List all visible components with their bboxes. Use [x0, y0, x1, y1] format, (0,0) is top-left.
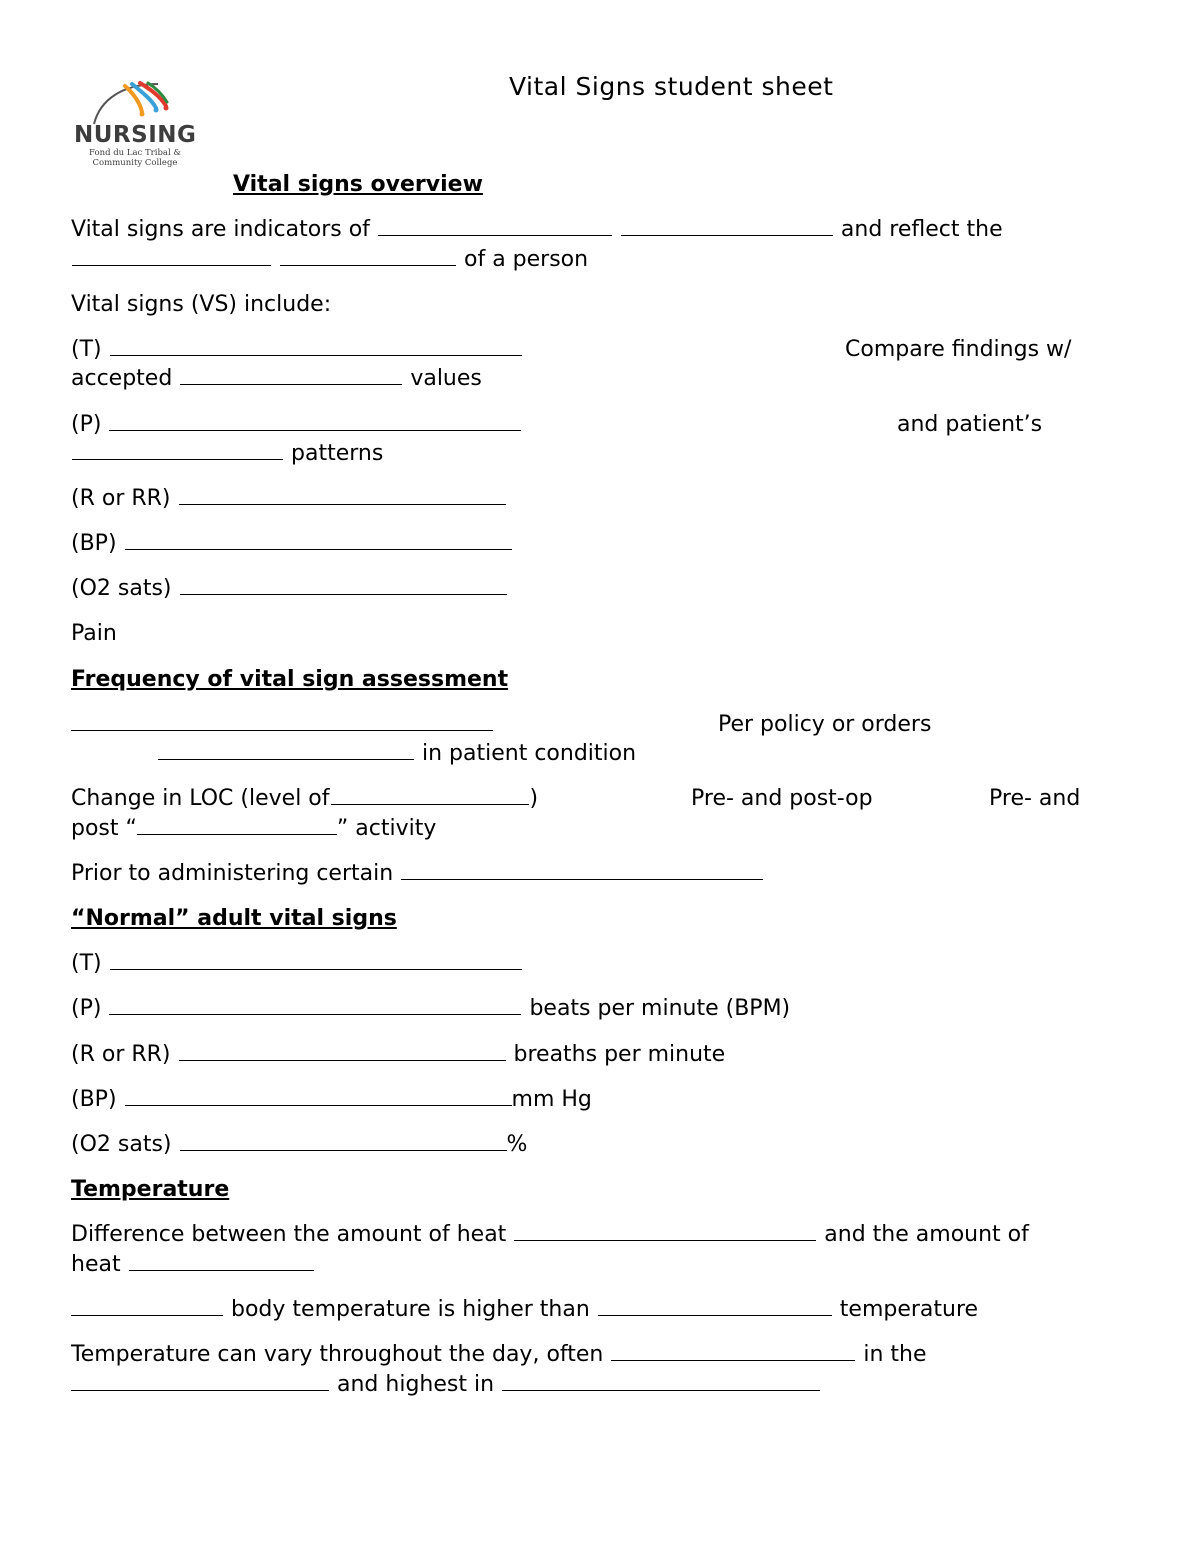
vs-label-o2: (O2 sats)	[71, 576, 172, 601]
diff-line	[71, 1222, 1029, 1248]
body-temp-line	[71, 1297, 978, 1323]
blank-patterns[interactable]	[72, 441, 283, 460]
heat-prefix: heat	[71, 1252, 121, 1277]
frequency-line-1	[71, 712, 494, 738]
blank-lowest[interactable]	[611, 1342, 855, 1361]
normal-item-t	[71, 951, 523, 977]
pain-label: Pain	[71, 621, 117, 646]
policy-text: Per policy or orders	[718, 712, 932, 737]
prior-line	[71, 861, 764, 887]
diff-suffix: and the amount of	[824, 1222, 1029, 1247]
blank-vs-bp[interactable]	[125, 531, 512, 550]
indicators-line-2	[71, 247, 588, 273]
indicators-line-1	[71, 217, 1003, 243]
accepted-line	[71, 366, 482, 392]
vs-item-p	[71, 412, 522, 438]
vs-label-bp: (BP)	[71, 531, 117, 556]
normal-label-bp: (BP)	[71, 1087, 117, 1112]
blank-vs-rr[interactable]	[179, 486, 506, 505]
blank-indicators-3[interactable]	[72, 247, 271, 266]
logo-word: NURSING	[74, 122, 197, 148]
preop-text: Pre- and post-op	[691, 786, 873, 811]
body-temp-text: body temperature is higher than	[231, 1297, 590, 1322]
vary-line	[71, 1342, 927, 1368]
blank-accepted[interactable]	[180, 366, 402, 385]
highest-line	[71, 1372, 821, 1398]
normal-unit-bp: mm Hg	[511, 1087, 592, 1112]
normal-label-t: (T)	[71, 951, 102, 976]
vs-label-rr: (R or RR)	[71, 486, 171, 511]
prior-text: Prior to administering certain	[71, 861, 394, 886]
normal-item-bp	[71, 1087, 592, 1113]
blank-normal-p[interactable]	[109, 996, 521, 1015]
blank-normal-bp[interactable]	[125, 1087, 512, 1106]
normal-item-o2	[71, 1132, 527, 1158]
normal-heading: “Normal” adult vital signs	[71, 906, 397, 931]
feather-icon	[70, 78, 200, 126]
blank-vs-p[interactable]	[109, 412, 521, 431]
frequency-heading: Frequency of vital sign assessment	[71, 667, 509, 692]
accepted-prefix: accepted	[71, 366, 173, 391]
patterns-line	[71, 441, 383, 467]
blank-frequency-1[interactable]	[71, 712, 493, 731]
blank-body-temp[interactable]	[71, 1297, 223, 1316]
blank-indicators-4[interactable]	[280, 247, 456, 266]
include-label: Vital signs (VS) include:	[71, 292, 332, 317]
indicators-line2-suffix: of a person	[464, 247, 589, 272]
normal-label-rr: (R or RR)	[71, 1042, 171, 1067]
blank-heat[interactable]	[129, 1252, 314, 1271]
temperature-heading: Temperature	[71, 1177, 230, 1202]
blank-normal-o2[interactable]	[180, 1132, 507, 1151]
page-title: Vital Signs student sheet	[509, 72, 834, 101]
vs-item-rr	[71, 486, 507, 512]
preand-text: Pre- and	[989, 786, 1081, 811]
normal-label-p: (P)	[71, 996, 102, 1021]
blank-condition[interactable]	[158, 741, 414, 760]
vs-label-t: (T)	[71, 337, 102, 362]
post-activity-line	[71, 816, 436, 842]
normal-unit-rr: breaths per minute	[513, 1042, 726, 1067]
compare-text: Compare findings w/	[845, 337, 1072, 362]
normal-item-rr	[71, 1042, 725, 1068]
logo-subtitle-1: Fond du Lac Tribal &	[89, 148, 181, 158]
in-the-text: in the	[863, 1342, 927, 1367]
blank-loc[interactable]	[331, 786, 529, 805]
blank-highest-time[interactable]	[502, 1372, 820, 1391]
nursing-logo	[70, 78, 200, 170]
blank-compared-temp[interactable]	[598, 1297, 832, 1316]
highest-text: and highest in	[337, 1372, 495, 1397]
vs-item-o2	[71, 576, 508, 602]
heat-line	[71, 1252, 315, 1278]
indicators-prefix: Vital signs are indicators of	[71, 217, 370, 242]
blank-diff[interactable]	[514, 1222, 816, 1241]
accepted-suffix: values	[410, 366, 482, 391]
condition-line	[158, 741, 636, 767]
loc-suffix: )	[529, 786, 539, 811]
blank-indicators-2[interactable]	[621, 217, 833, 236]
indicators-suffix: and reflect the	[840, 217, 1003, 242]
blank-normal-rr[interactable]	[179, 1042, 506, 1061]
blank-vs-t[interactable]	[110, 337, 522, 356]
temperature-suffix: temperature	[839, 1297, 979, 1322]
condition-suffix: in patient condition	[422, 741, 637, 766]
vs-item-t	[71, 337, 523, 363]
overview-heading: Vital signs overview	[233, 172, 483, 197]
blank-indicators-1[interactable]	[378, 217, 612, 236]
loc-prefix: Change in LOC (level of	[71, 786, 330, 811]
normal-unit-o2: %	[506, 1132, 528, 1157]
diff-prefix: Difference between the amount of heat	[71, 1222, 507, 1247]
vary-text: Temperature can vary throughout the day, often	[71, 1342, 604, 1367]
logo-subtitle-2: Community College	[92, 158, 178, 168]
normal-unit-p: beats per minute (BPM)	[529, 996, 791, 1021]
post-prefix: post “	[71, 816, 137, 841]
patient-text: and patient’s	[897, 412, 1043, 437]
patterns-suffix: patterns	[291, 441, 384, 466]
vs-item-bp	[71, 531, 513, 557]
normal-item-p	[71, 996, 790, 1022]
loc-line	[71, 786, 538, 812]
vs-label-p: (P)	[71, 412, 102, 437]
normal-label-o2: (O2 sats)	[71, 1132, 172, 1157]
blank-prior[interactable]	[401, 861, 763, 880]
post-suffix: ” activity	[336, 816, 437, 841]
blank-vs-o2[interactable]	[180, 576, 507, 595]
blank-post-activity[interactable]	[137, 816, 337, 835]
blank-lowest-time[interactable]	[71, 1372, 329, 1391]
blank-normal-t[interactable]	[110, 951, 522, 970]
